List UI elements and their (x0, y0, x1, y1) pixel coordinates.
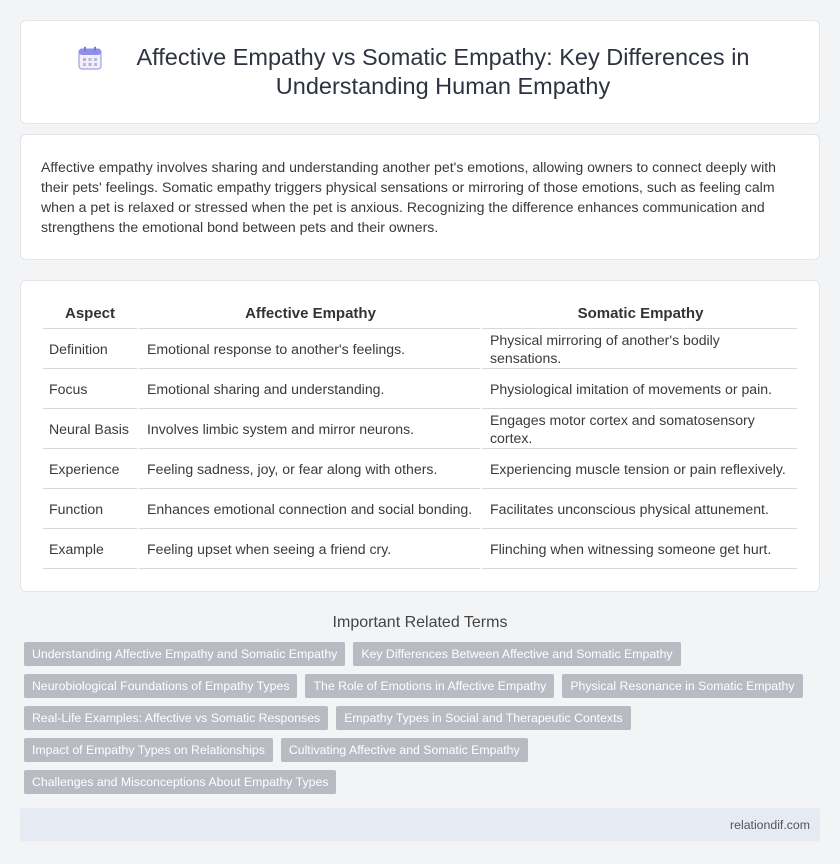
related-term-tag[interactable]: Neurobiological Foundations of Empathy Types (24, 674, 297, 698)
related-term-tag[interactable]: Real-Life Examples: Affective vs Somatic Responses (24, 706, 328, 730)
table-row (43, 449, 797, 489)
intro-text: Affective empathy involves sharing and understanding another pet's emotions, allowing owners to connect deeply with their pets' feelings. Somatic empathy triggers physical sensations or mirroring of those emotions, such as feeling calm when a pet is relaxed or stressed when the pet is anxious. Recognizing the difference enhances communication and strengthens the emotional bond between pets and their owners. (41, 159, 776, 235)
table-row (43, 489, 797, 529)
calendar-icon (77, 45, 103, 71)
comparison-card (20, 280, 820, 592)
table-row (43, 529, 797, 569)
cell-somatic: Engages motor cortex and somatosensory cortex. (480, 409, 797, 449)
intro-card (20, 134, 820, 260)
header-aspect: Aspect (43, 301, 137, 329)
related-term-tag[interactable]: Key Differences Between Affective and Somatic Empathy (353, 642, 680, 666)
title-card (20, 20, 820, 124)
header-affective: Affective Empathy (137, 301, 480, 329)
table-row (43, 329, 797, 369)
cell-affective: Enhances emotional connection and social bonding. (137, 489, 480, 529)
cell-aspect: Neural Basis (43, 409, 137, 449)
related-term-tag[interactable]: Challenges and Misconceptions About Empathy Types (24, 770, 336, 794)
table-row (43, 369, 797, 409)
cell-aspect: Function (43, 489, 137, 529)
related-term-tag[interactable]: Impact of Empathy Types on Relationships (24, 738, 273, 762)
cell-affective: Emotional sharing and understanding. (137, 369, 480, 409)
related-term-tag[interactable]: Physical Resonance in Somatic Empathy (562, 674, 802, 698)
cell-somatic: Physiological imitation of movements or pain. (480, 369, 797, 409)
cell-somatic: Experiencing muscle tension or pain reflexively. (480, 449, 797, 489)
cell-aspect: Definition (43, 329, 137, 369)
cell-somatic: Facilitates unconscious physical attunement. (480, 489, 797, 529)
cell-aspect: Experience (43, 449, 137, 489)
cell-aspect: Focus (43, 369, 137, 409)
cell-affective: Involves limbic system and mirror neurons. (137, 409, 480, 449)
cell-affective: Emotional response to another's feelings. (137, 329, 480, 369)
related-terms-title: Important Related Terms (332, 614, 508, 631)
header-somatic: Somatic Empathy (480, 301, 797, 329)
footer (20, 808, 820, 841)
cell-affective: Feeling upset when seeing a friend cry. (137, 529, 480, 569)
related-terms-list (20, 642, 820, 802)
table-row (43, 409, 797, 449)
cell-somatic: Flinching when witnessing someone get hurt. (480, 529, 797, 569)
footer-site-link[interactable]: relationdif.com (730, 817, 810, 832)
cell-aspect: Example (43, 529, 137, 569)
page-title: Affective Empathy vs Somatic Empathy: Key Differences in Understanding Human Empathy (136, 44, 750, 99)
comparison-table (43, 301, 797, 569)
related-term-tag[interactable]: The Role of Emotions in Affective Empathy (305, 674, 554, 698)
related-term-tag[interactable]: Cultivating Affective and Somatic Empathy (281, 738, 528, 762)
related-term-tag[interactable]: Empathy Types in Social and Therapeutic Contexts (336, 706, 630, 730)
cell-somatic: Physical mirroring of another's bodily sensations. (480, 329, 797, 369)
cell-affective: Feeling sadness, joy, or fear along with others. (137, 449, 480, 489)
related-term-tag[interactable]: Understanding Affective Empathy and Somatic Empathy (24, 642, 345, 666)
